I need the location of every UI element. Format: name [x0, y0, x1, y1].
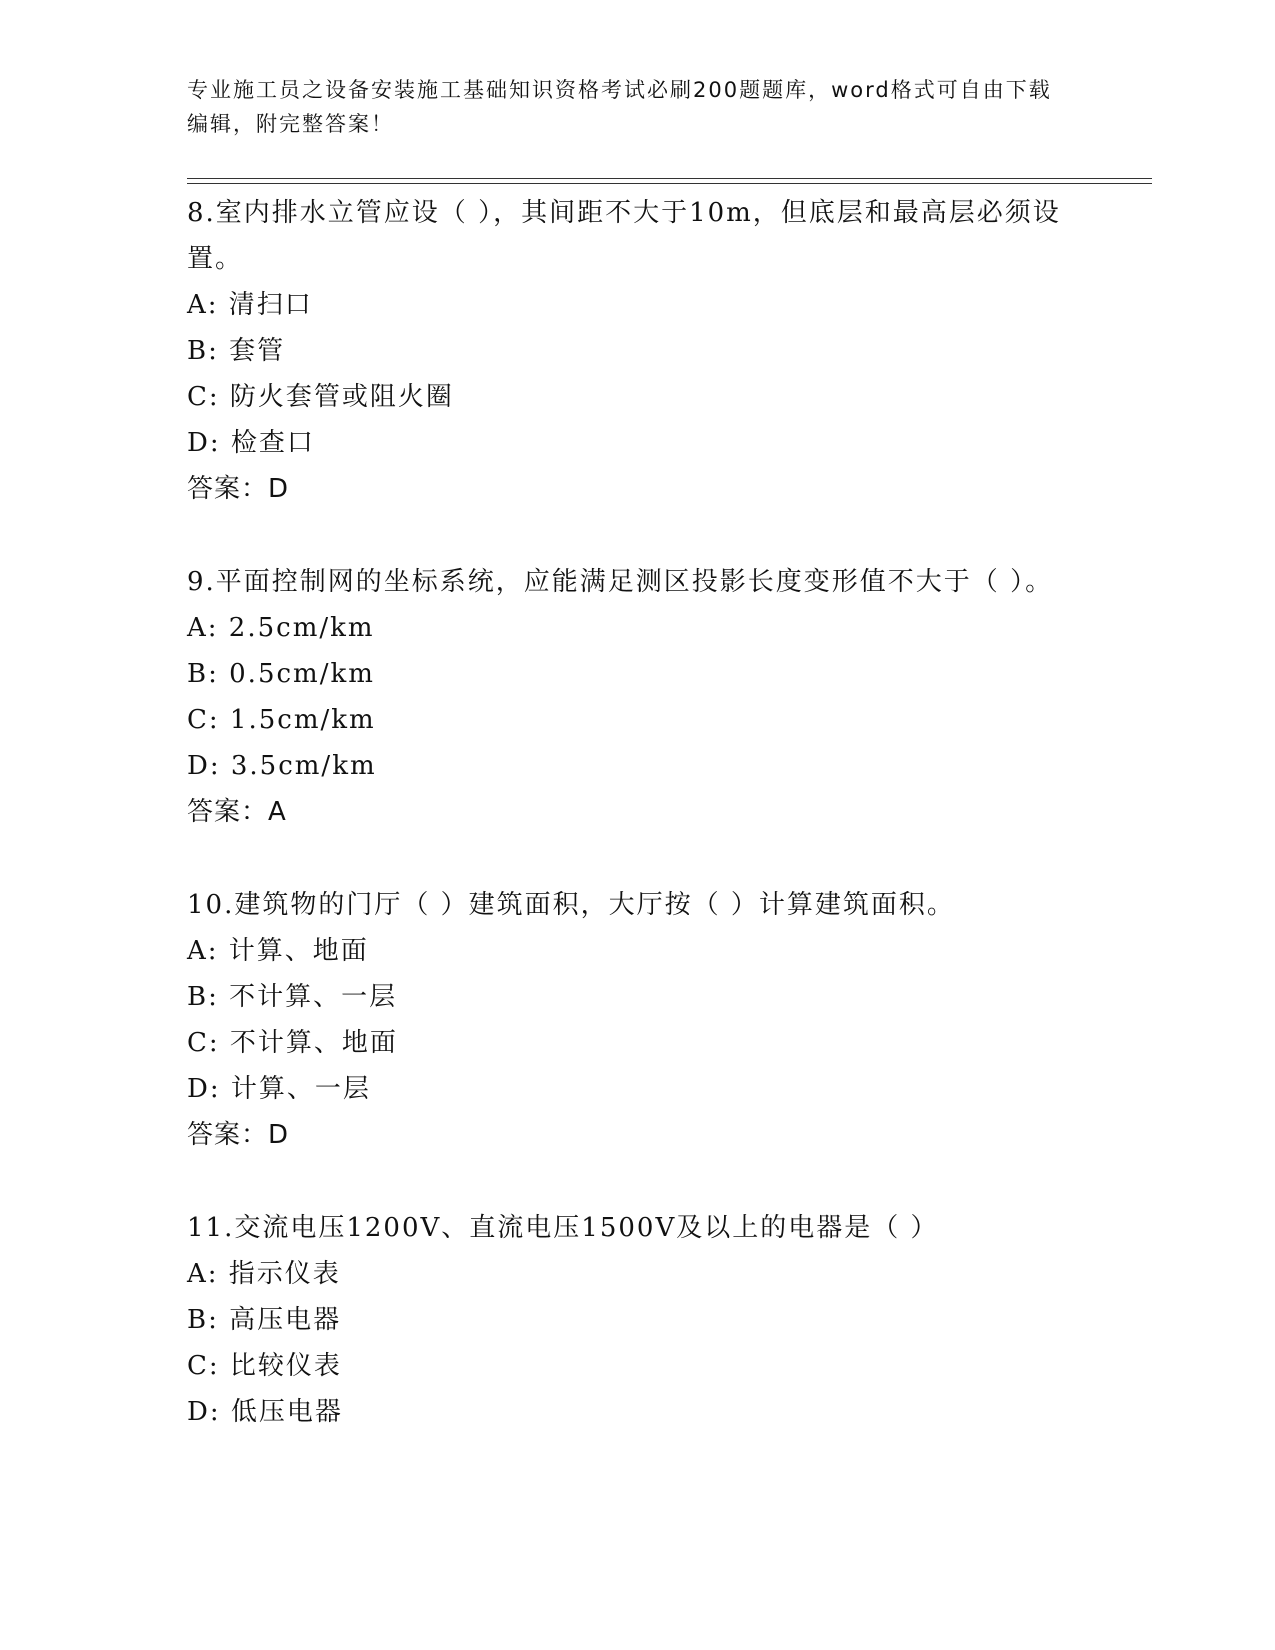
option-d: D: 计算、一层	[187, 1074, 371, 1104]
divider-line-top	[187, 178, 1152, 179]
question-9	[187, 559, 1087, 835]
divider-line-bottom	[187, 183, 1152, 184]
option-b: B: 高压电器	[187, 1305, 342, 1335]
question-10	[187, 882, 1087, 1158]
question-list	[187, 190, 1087, 1482]
answer-line: 答案：D	[187, 474, 290, 504]
option-a: A: 指示仪表	[187, 1259, 341, 1289]
option-d: D: 低压电器	[187, 1397, 343, 1427]
option-d: D: 检查口	[187, 428, 315, 458]
question-stem: 10.建筑物的门厅（ ）建筑面积，大厅按（ ）计算建筑面积。	[187, 890, 955, 920]
option-c: C: 1.5cm/km	[187, 705, 376, 735]
option-b: B: 0.5cm/km	[187, 659, 375, 689]
option-b: B: 不计算、一层	[187, 982, 398, 1012]
option-d: D: 3.5cm/km	[187, 751, 377, 781]
question-stem: 9.平面控制网的坐标系统，应能满足测区投影长度变形值不大于（ ）。	[187, 567, 1054, 597]
answer-line: 答案：D	[187, 1120, 290, 1150]
option-c: C: 防火套管或阻火圈	[187, 382, 454, 412]
question-stem: 11.交流电压1200V、直流电压1500V及以上的电器是（ ）	[187, 1213, 939, 1243]
option-a: A: 清扫口	[187, 290, 313, 320]
option-a: A: 计算、地面	[187, 936, 369, 966]
option-c: C: 不计算、地面	[187, 1028, 398, 1058]
question-11	[187, 1205, 1087, 1435]
question-stem: 8.室内排水立管应设（ ），其间距不大于10m，但底层和最高层必须设置。	[187, 198, 1061, 274]
option-b: B: 套管	[187, 336, 286, 366]
question-8	[187, 190, 1087, 512]
option-c: C: 比较仪表	[187, 1351, 342, 1381]
option-a: A: 2.5cm/km	[187, 613, 375, 643]
answer-line: 答案：A	[187, 797, 287, 827]
document-intro: 专业施工员之设备安装施工基础知识资格考试必刷200题题库，word格式可自由下载编辑，附完整答案！	[187, 78, 1052, 136]
